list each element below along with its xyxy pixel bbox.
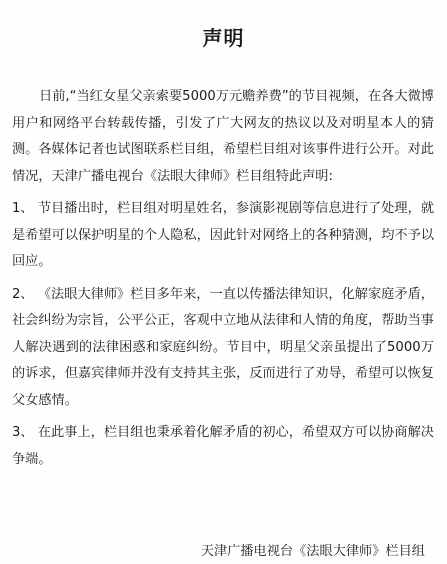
statement-item-1: 1、 节目播出时，栏目组对明星姓名，参演影视剧等信息进行了处理，就是希望可以保护明星的个人隐私，因此针对网络上的各种猜测，均不予以回应。 [12,201,434,269]
statement-body [12,84,434,473]
statement-item-3: 3、 在此事上，栏目组也秉承着化解矛盾的初心，希望双方可以协商解决争端。 [12,425,434,467]
statement-item-2: 2、 《法眼大律师》栏目多年来，一直以传播法律知识，化解家庭矛盾，社会纠纷为宗旨，公平公正，客观中立地从法律和人情的角度，帮助当事人解决遇到的法律困惑和家庭纠纷。节目中，明星父亲虽提出了5000万的诉求，但嘉宾律师并没有支持其主张，反而进行了劝导，希望可以恢复父女感情。 [12,286,434,408]
statement-title: 声明 [202,26,245,50]
intro-paragraph: 日前,“当红女星父亲索要5000万元赡养费”的节目视频，在各大微博用户和网络平台转载传播，引发了广大网友的热议以及对明星本人的猜测。各媒体记者也试图联系栏目组，希望栏目组对该事件进行公开。对此情况，天津广播电视台《法眼大律师》栏目组特此声明: [12,89,434,184]
signature: 天津广播电视台《法眼大律师》栏目组 [200,544,425,559]
